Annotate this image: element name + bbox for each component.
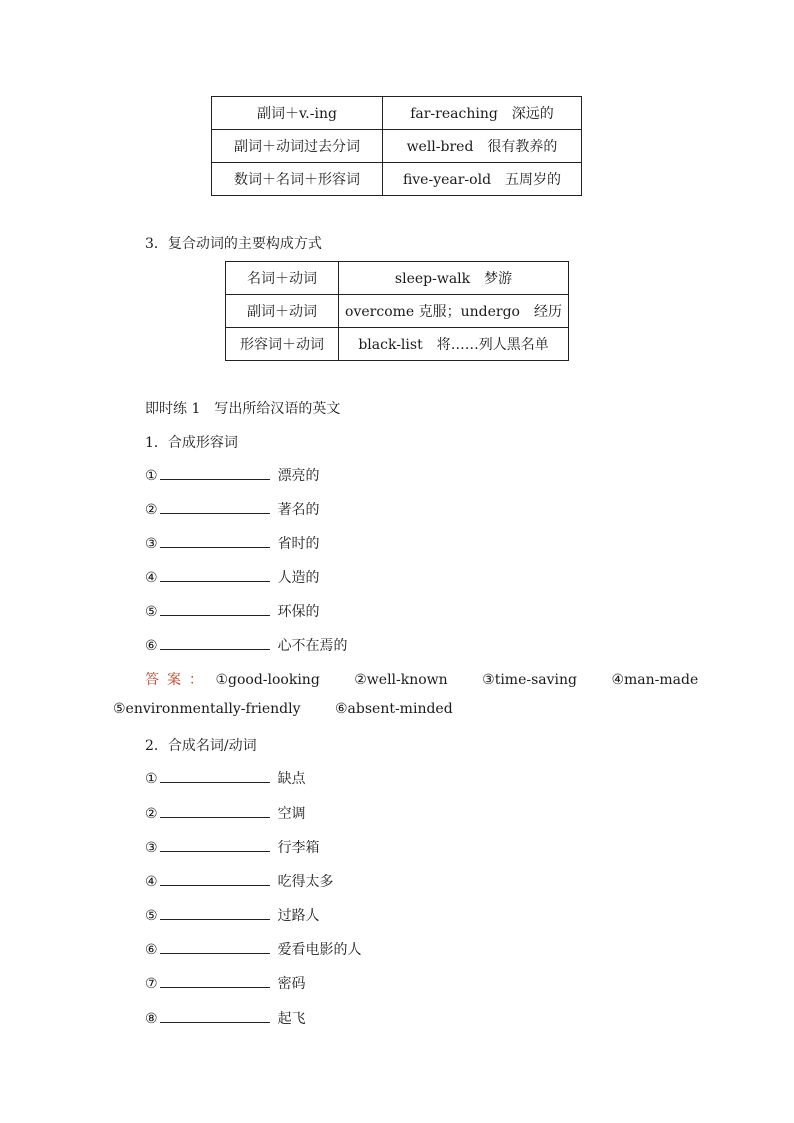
list-item xyxy=(145,465,320,485)
list-item xyxy=(145,1008,306,1028)
part-2-title: 2．合成名词/动词 xyxy=(145,738,257,754)
list-item xyxy=(145,803,306,823)
item-meaning: 省时的 xyxy=(277,536,320,552)
item-number: ③ xyxy=(145,840,158,856)
example-cell: sleep-walk 梦游 xyxy=(339,262,569,295)
list-item xyxy=(145,567,320,587)
item-number: ④ xyxy=(145,874,158,890)
list-item xyxy=(145,973,306,993)
example-cell: far-reaching 深远的 xyxy=(383,97,582,130)
answer-blank[interactable] xyxy=(160,803,270,818)
item-number: ⑦ xyxy=(145,976,158,992)
formula-cell: 副词＋动词过去分词 xyxy=(212,130,383,163)
table-row xyxy=(226,262,569,295)
list-item xyxy=(145,939,362,959)
table-row xyxy=(226,328,569,361)
list-item xyxy=(145,635,348,655)
answer-blank[interactable] xyxy=(160,939,270,954)
answer-blank[interactable] xyxy=(160,567,270,582)
item-meaning: 吃得太多 xyxy=(277,874,334,890)
item-meaning: 过路人 xyxy=(277,908,320,924)
answer-blank[interactable] xyxy=(160,533,270,548)
list-item xyxy=(145,871,334,891)
item-meaning: 密码 xyxy=(277,976,306,992)
compound-verb-table xyxy=(225,261,569,361)
item-number: ④ xyxy=(145,570,158,586)
item-number: ② xyxy=(145,502,158,518)
answer-item: ④man-made xyxy=(611,672,699,688)
answer-blank[interactable] xyxy=(160,768,270,783)
item-meaning: 爱看电影的人 xyxy=(277,942,362,958)
list-item xyxy=(145,499,320,519)
item-meaning: 环保的 xyxy=(277,604,320,620)
item-meaning: 著名的 xyxy=(277,502,320,518)
answer-item: ③time-saving xyxy=(482,672,577,688)
part-1-title: 1．合成形容词 xyxy=(145,435,238,451)
answer-blank[interactable] xyxy=(160,871,270,886)
exercise-title: 即时练 1 写出所给汉语的英文 xyxy=(145,401,341,417)
compound-adjective-table xyxy=(211,96,582,196)
answer-blank[interactable] xyxy=(160,499,270,514)
answer-item: ⑥absent-minded xyxy=(334,701,453,717)
list-item xyxy=(145,905,320,925)
list-item xyxy=(145,601,320,621)
item-number: ⑤ xyxy=(145,908,158,924)
table-row xyxy=(212,97,582,130)
formula-cell: 副词＋动词 xyxy=(226,295,339,328)
answer-item: ⑤environmentally-friendly xyxy=(113,701,301,717)
item-meaning: 起飞 xyxy=(277,1011,306,1027)
item-meaning: 漂亮的 xyxy=(277,468,320,484)
list-item xyxy=(145,533,320,553)
formula-cell: 形容词＋动词 xyxy=(226,328,339,361)
answer-label: 答案： xyxy=(145,672,211,688)
table-row xyxy=(212,163,582,196)
answer-blank[interactable] xyxy=(160,905,270,920)
item-number: ① xyxy=(145,771,158,787)
list-item xyxy=(145,768,306,788)
section-3-title: 3．复合动词的主要构成方式 xyxy=(145,236,322,252)
item-number: ③ xyxy=(145,536,158,552)
item-number: ⑥ xyxy=(145,638,158,654)
item-number: ① xyxy=(145,468,158,484)
item-meaning: 行李箱 xyxy=(277,840,320,856)
answer-line-1 xyxy=(145,669,698,689)
example-cell: black-list 将……列人黑名单 xyxy=(339,328,569,361)
formula-cell: 数词＋名词＋形容词 xyxy=(212,163,383,196)
example-cell: overcome 克服；undergo 经历 xyxy=(339,295,569,328)
answer-blank[interactable] xyxy=(160,973,270,988)
item-number: ⑧ xyxy=(145,1011,158,1027)
answer-blank[interactable] xyxy=(160,465,270,480)
item-meaning: 心不在焉的 xyxy=(277,638,348,654)
table-row xyxy=(212,130,582,163)
item-number: ⑤ xyxy=(145,604,158,620)
formula-cell: 名词＋动词 xyxy=(226,262,339,295)
list-item xyxy=(145,837,320,857)
table-row xyxy=(226,295,569,328)
answer-blank[interactable] xyxy=(160,837,270,852)
item-number: ② xyxy=(145,806,158,822)
answer-blank[interactable] xyxy=(160,635,270,650)
answer-line-2 xyxy=(113,701,483,717)
answer-item: ①good-looking xyxy=(215,672,320,688)
example-cell: well-bred 很有教养的 xyxy=(383,130,582,163)
item-meaning: 缺点 xyxy=(277,771,306,787)
item-meaning: 空调 xyxy=(277,806,306,822)
formula-cell: 副词＋v.-ing xyxy=(212,97,383,130)
answer-blank[interactable] xyxy=(160,1008,270,1023)
answer-blank[interactable] xyxy=(160,601,270,616)
example-cell: five-year-old 五周岁的 xyxy=(383,163,582,196)
answer-item: ②well-known xyxy=(354,672,448,688)
item-number: ⑥ xyxy=(145,942,158,958)
item-meaning: 人造的 xyxy=(277,570,320,586)
